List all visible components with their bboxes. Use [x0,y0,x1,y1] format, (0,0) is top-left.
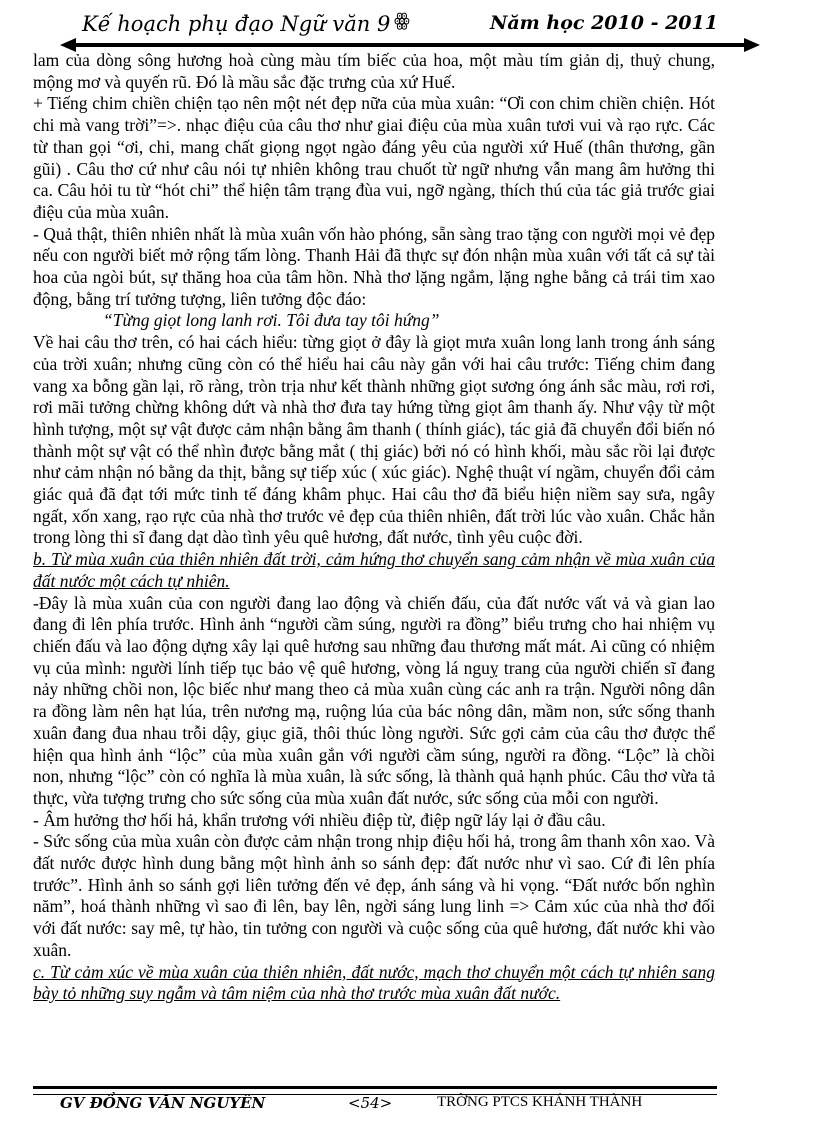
paragraph: - Quả thật, thiên nhiên nhất là mùa xuân vốn hào phóng, sẵn sàng trao tặng con người mọi vẻ đẹp nếu con người biết mở rộng tấm lòng. Thanh Hải đã thực sự đón nhận mùa xuân với tất cả sự tài hoa của ngòi bút, sự thăng hoa của tâm hồn. Nhà thơ lặng ngắm, lặng nghe bằng cả trái tim xao động, bằng trí tưởng tượng, liên tưởng độc đáo: [33,223,715,309]
body-text [33,50,715,1005]
paragraph: + Tiếng chim chiền chiện tạo nên một nét đẹp nữa của mùa xuân: “Ơi con chim chiền chiện. Hót chi mà vang trời”=>. nhạc điệu của câu thơ như giai điệu của mùa xuân tươi vui và rạo rực. Các từ than gọi “ơi, chi, mang chất giọng ngọt ngào đáng yêu của người xứ Huế (thân thương, gần gũi) . Câu thơ cứ như câu nói tự nhiên không trau chuốt từ ngữ nhưng vẫn mang âm hưởng thi ca. Câu hỏi tu từ “hót chi” thể hiện tâm trạng đùa vui, ngỡ ngàng, thích thú của tác giả trước giai điệu của mùa xuân. [33,93,715,222]
footer-school: TRỜNG PTCS KHÁNH THÀNH [437,1094,643,1110]
paragraph: lam của dòng sông hương hoà cùng màu tím biếc của hoa, một màu tím giản dị, thuỷ chung, mộng mơ và quyến rũ. Đó là mầu sắc đặc trưng của xứ Huế. [33,50,715,92]
header-ornament: ꙮ [394,10,410,31]
section-heading-c: c. Từ cảm xúc về mùa xuân của thiên nhiên, đất nước, mạch thơ chuyển một cách tự nhiên sang bày tỏ những suy ngẫm và tâm niệm của nhà thơ trước mùa xuân đất nước. [33,961,715,1004]
paragraph: Về hai câu thơ trên, có hai cách hiểu: từng giọt ở đây là giọt mưa xuân long lanh trong ánh sáng của trời xuân; nhưng cũng còn có thể hiểu hai câu này gắn với hai câu trước: Tiếng chim đang vang xa bỗng gần lại, rõ ràng, tròn trịa như kết thành những giọt sương óng ánh sắc màu, rơi rơi, rơi mãi tưởng chừng không dứt và nhà thơ đưa tay hứng từng giọt âm thanh ấy. Như vậy từ một hình tượng, một sự vật được cảm nhận bằng âm thanh ( thính giác), tác giả đã chuyển đổi biến nó thành một sự vật có thể nhìn được bằng mắt ( thị giác) bởi nó có hình khối, màu sắc rồi lại được như cảm nhận nó bằng da thịt, bằng sự tiếp xúc ( xúc giác). Nghệ thuật ví ngầm, chuyển đổi cảm giác quả đã đạt tới mức tinh tế đáng khâm phục. Hai câu thơ đã biểu hiện niềm say sưa, ngây ngất, xốn xang, rạo rực của nhà thơ trước vẻ đẹp của thiên nhiên, đất trời lúc vào xuân. Chắc hẳn trong lòng thi sĩ đang dạt dào tình yêu quê hương, đất nước, tình yêu cuộc đời. [33,332,715,548]
page-footer [60,1094,740,1116]
section-heading-b: b. Từ mùa xuân của thiên nhiên đất trời, cảm hứng thơ chuyển sang cảm nhận về mùa xuân của đất nước một cách tự nhiên. [33,549,715,591]
header-school-year: Năm học 2010 - 2011 [490,12,718,34]
footer-author: GV ĐỒNG VĂN NGUYÊN [60,1094,266,1112]
paragraph: - Sức sống của mùa xuân còn được cảm nhận trong nhịp điệu hối hả, trong âm thanh xôn xao. Và đất nước được hình dung bằng một hình ảnh so sánh đẹp: đất nước như vì sao. Cứ đi lên phía trước”. Hình ảnh so sánh gợi liên tưởng đến vẻ đẹp, ánh sáng và hi vọng. “Đất nước bốn nghìn năm”, hoá thành những vì sao đi lên, bay lên, ngời sáng lung linh => Cảm xúc của nhà thơ đối với đất nước: say mê, tự hào, tin tưởng con người và cuộc sống của quê hương, đất nước khi vào xuân. [33,831,715,960]
poem-quote: “Từng giọt long lanh rơi. Tôi đưa tay tôi hứng” [103,310,440,331]
header-title: Kế hoạch phụ đạo Ngữ văn 9 [82,12,391,36]
page-header [60,8,760,50]
paragraph: - Âm hưởng thơ hối hả, khẩn trương với nhiều điệp từ, điệp ngữ láy lại ở đầu câu. [33,809,606,830]
footer-page-number: <54> [348,1094,393,1112]
paragraph: -Đây là mùa xuân của con người đang lao động và chiến đấu, của đất nước vất vả và gian lao đang đi lên phía trước. Hình ảnh “người cầm súng, người ra đồng” biểu trưng cho hai nhiệm vụ chiến đấu và lao động dựng xây lại quê hương sau những đau thương mất mát. Ai cũng có nhiệm vụ của mình: người lính tiếp tục bảo vệ quê hương, vòng lá nguỵ trang của người chiến sĩ đang nảy những chồi non, lộc biếc như mang theo cả mùa xuân cùng các anh ra trận. Người nông dân ra đồng làm nên hạt lúa, trên nương mạ, ruộng lúa của bác nông dân, mầm non, sức sống thanh xuân đang đua nhau trỗi dậy, giục giã, thôi thúc lòng người. Sức gợi cảm của câu thơ được thể hiện qua hình ảnh “lộc” của mùa xuân gắn với người cầm súng, người ra đồng. “Lộc” là chồi non, nhưng “lộc” còn có nghĩa là mùa xuân, là sức sống, là thành quả hạnh phúc. Câu thơ vừa tả thực, vừa tượng trưng cho sức sống của mùa xuân đất nước, sức sống của mỗi con người. [33,592,715,808]
